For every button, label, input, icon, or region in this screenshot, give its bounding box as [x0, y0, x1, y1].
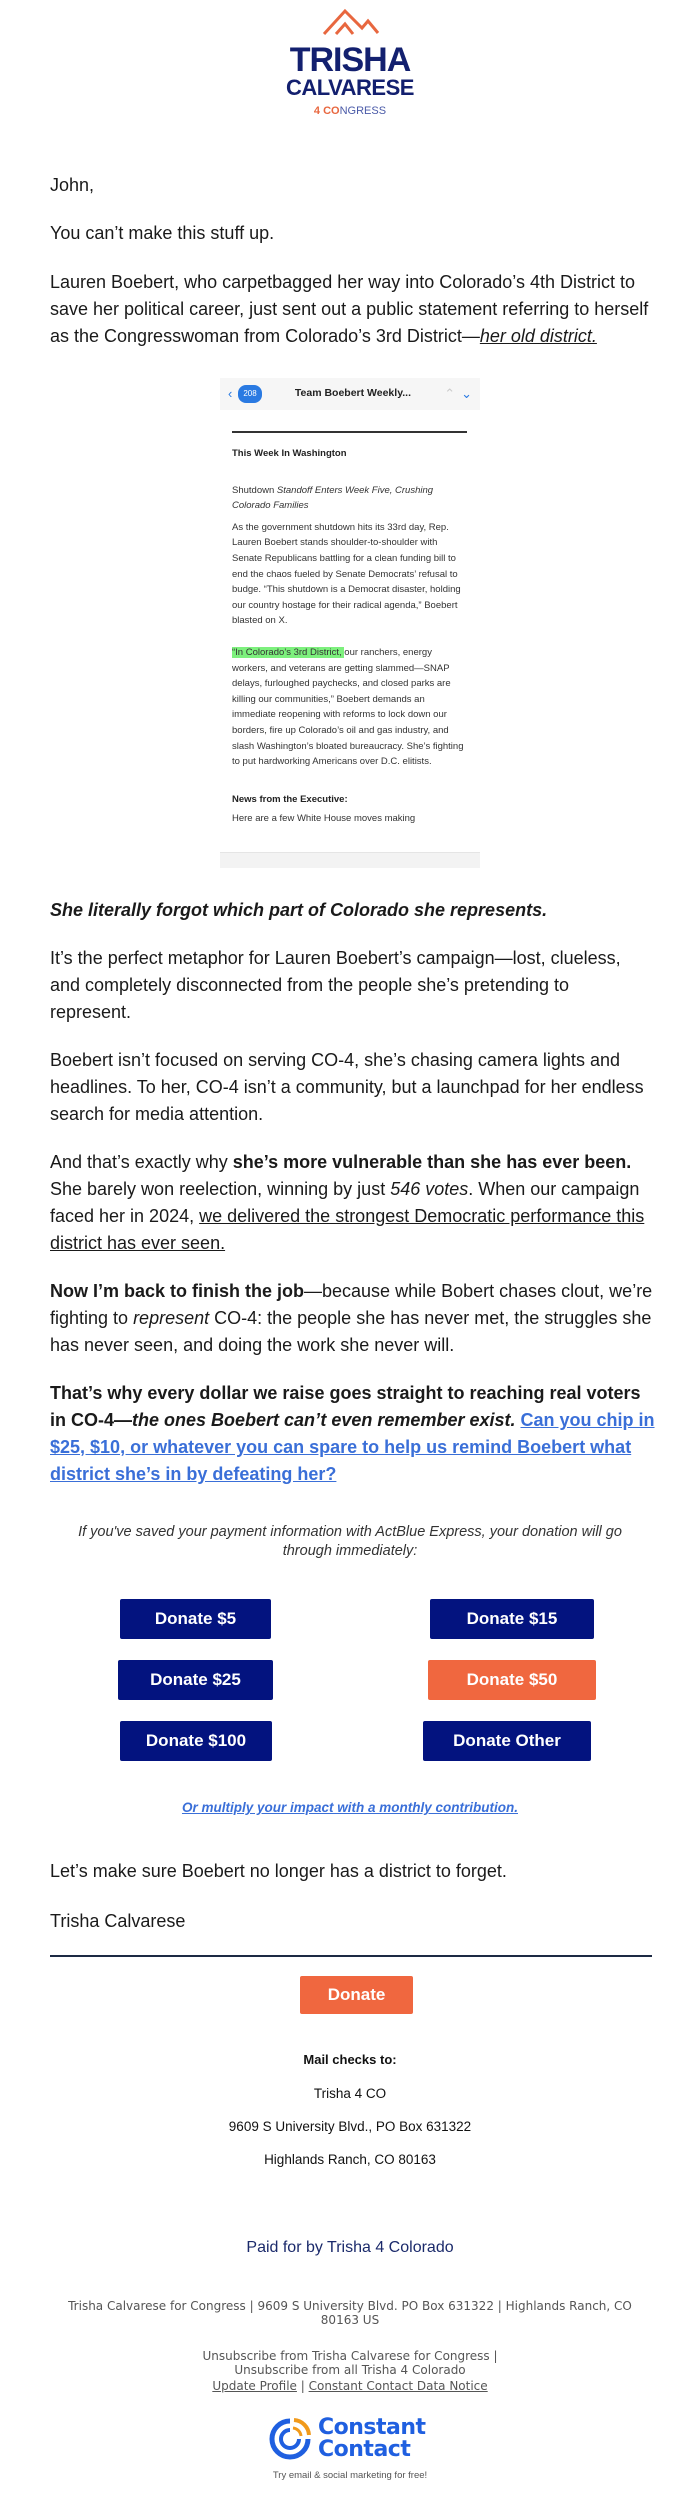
cc-word-2: Contact [318, 2437, 411, 2462]
p7-a: Now I’m back to finish the job [50, 1281, 305, 1301]
constant-contact-icon [268, 2417, 312, 2461]
cc-tagline: Try email & social marketing for free! [272, 2470, 428, 2481]
logo-name-last: CALVARESE [286, 75, 414, 100]
mail-toolbar [220, 378, 480, 410]
paragraph-intro: You can’t make this stuff up. [50, 223, 275, 243]
subhead-b: Standoff Enters Week Five, Crushing Colorado Families [232, 484, 434, 512]
mail-line-2: 9609 S University Blvd., PO Box 631322 [228, 2119, 472, 2134]
boebert-email-screenshot [220, 378, 480, 868]
update-profile-link[interactable]: Update Profile [212, 2379, 297, 2393]
data-notice-link[interactable]: Constant Contact Data Notice [308, 2379, 488, 2393]
donate-button[interactable]: Donate [300, 1976, 413, 2014]
performance-link[interactable]: we delivered the strongest Democratic performance this district has ever seen. [50, 1206, 645, 1253]
footer-divider [50, 1955, 652, 1957]
p7-c: represent [133, 1308, 210, 1328]
mail-bottom-toolbar [220, 852, 480, 868]
old-district-link[interactable]: her old district. [479, 326, 597, 346]
donate-5-button[interactable]: Donate $5 [120, 1599, 271, 1639]
screenshot-cut-line: Here are a few White House moves making [232, 813, 416, 825]
screenshot-para-2 [232, 645, 470, 770]
screenshot-heading: This Week In Washington [232, 448, 347, 459]
chevron-down-icon: ⌄ [461, 386, 472, 402]
constant-contact-logo[interactable] [268, 2415, 438, 2463]
footer-links [0, 2349, 700, 2393]
mail-line-3: Highlands Ranch, CO 80163 [264, 2152, 436, 2167]
chevron-up-icon: ⌃ [444, 386, 456, 402]
unread-badge: 208 [238, 385, 261, 403]
donate-15-button[interactable]: Donate $15 [430, 1599, 594, 1639]
p7-d: CO-4: the people she has never met, the struggles she has never seen, and doing the work she never will. [50, 1308, 652, 1355]
paid-for-disclaimer: Paid for by Trisha 4 Colorado [246, 2239, 454, 2256]
unsubscribe-all-link[interactable]: Unsubscribe from all Trisha 4 Colorado [234, 2363, 466, 2377]
screenshot-para-1: As the government shutdown hits its 33rd day, Rep. Lauren Boebert stands shoulder-to-shoulder with Senate Republicans battling for a clean funding bill to end the chaos fueled by Senate Democrats’ refusal to budge. “This shutdown is a Democrat disaster, holding our country hostage for their radical agenda,” Boebert blasted on X. [232, 521, 461, 627]
cc-word-1: Constant [318, 2415, 426, 2440]
mail-checks-label: Mail checks to: [303, 2052, 397, 2067]
paragraph-ask [50, 1380, 655, 1488]
logo-tagline-rest: NGRESS [339, 105, 387, 117]
footer-address: Trisha Calvarese for Congress | 9609 S University Blvd. PO Box 631322 | Highlands Ranch, CO 80163 US [68, 2299, 632, 2327]
separator: | [489, 2349, 498, 2363]
screenshot-heading-2: News from the Executive: [232, 793, 348, 805]
subhead-a: Shutdown [232, 484, 277, 496]
screenshot-subhead [232, 483, 470, 514]
p8-b: the ones Boebert can’t even remember exist. [132, 1410, 516, 1430]
chip-in-link[interactable]: Can you chip in $25, $10, or whatever you can spare to help us remind Boebert what district she’s in by defeating her? [50, 1410, 655, 1484]
p6-a: And that’s exactly why [50, 1152, 233, 1172]
paragraph-forgot: She literally forgot which part of Colorado she represents. [50, 900, 548, 920]
mail-line-1: Trisha 4 CO [313, 2086, 387, 2101]
p6-b: she’s more vulnerable than she has ever been. [232, 1152, 632, 1172]
divider [232, 431, 467, 433]
actblue-note: If you've saved your payment information with ActBlue Express, your donation will go through immediately: [78, 1524, 622, 1559]
p8-a: That’s why every dollar we raise goes straight to reaching real voters in CO-4— [50, 1383, 641, 1430]
separator: | [296, 2379, 309, 2393]
p6-votes: 546 votes [390, 1179, 469, 1199]
paragraph-focus: Boebert isn’t focused on serving CO-4, she’s chasing camera lights and headlines. To her, CO-4 isn’t a community, but a launchpad for her endless search for media attention. [50, 1050, 644, 1124]
paragraph-metaphor: It’s the perfect metaphor for Lauren Boebert’s campaign—lost, clueless, and completely disconnected from the people she’s pretending to represent. [50, 948, 621, 1022]
logo-tagline-co: 4 CO [313, 105, 340, 117]
back-chevron-icon: ‹ [228, 386, 233, 402]
p6-c: She barely won reelection, winning by just [50, 1179, 391, 1199]
statement-text: Lauren Boebert, who carpetbagged her way into Colorado’s 4th District to save her political career, just sent out a public statement referring to herself as the Congresswoman from Colorado’s 3rd District— [50, 272, 649, 346]
greeting: John, [50, 175, 95, 195]
monthly-contribution-link[interactable]: Or multiply your impact with a monthly contribution. [181, 1800, 518, 1815]
signature: Trisha Calvarese [50, 1911, 186, 1931]
p6-e: . When our campaign faced her in 2024, [50, 1179, 640, 1226]
campaign-logo [0, 8, 700, 119]
monthly-wrap [0, 1800, 700, 1815]
mountain-icon [320, 8, 380, 36]
p7-b: —because while Bobert chases clout, we’re fighting to [50, 1281, 653, 1328]
mail-subject: Team Boebert Weekly... [294, 387, 412, 400]
closing-line: Let’s make sure Boebert no longer has a district to forget. [50, 1861, 507, 1881]
donate-other-button[interactable]: Donate Other [423, 1721, 591, 1761]
donate-100-button[interactable]: Donate $100 [120, 1721, 272, 1761]
para-2-rest: our ranchers, energy workers, and veterans are getting slammed—SNAP delays, furloughed paychecks, and closed parks are killing our communities,” Boebert demands an immediate reopening with reforms to lock down our borders, fire up Colorado’s oil and gas industry, and slash Washington’s bloated bureaucracy. She’s fighting to put hardworking Americans over D.C. elitists. [232, 646, 464, 768]
logo-tagline [0, 103, 700, 119]
paragraph-statement [50, 269, 655, 350]
paragraph-vulnerable [50, 1149, 655, 1257]
logo-name-first: TRISHA [289, 41, 411, 79]
unsubscribe-campaign-link[interactable]: Unsubscribe from Trisha Calvarese for Congress [202, 2349, 490, 2363]
paragraph-finish-job [50, 1278, 655, 1359]
donate-25-button[interactable]: Donate $25 [118, 1660, 273, 1700]
donate-50-button[interactable]: Donate $50 [428, 1660, 596, 1700]
highlighted-quote: “In Colorado’s 3rd District, [232, 646, 345, 658]
